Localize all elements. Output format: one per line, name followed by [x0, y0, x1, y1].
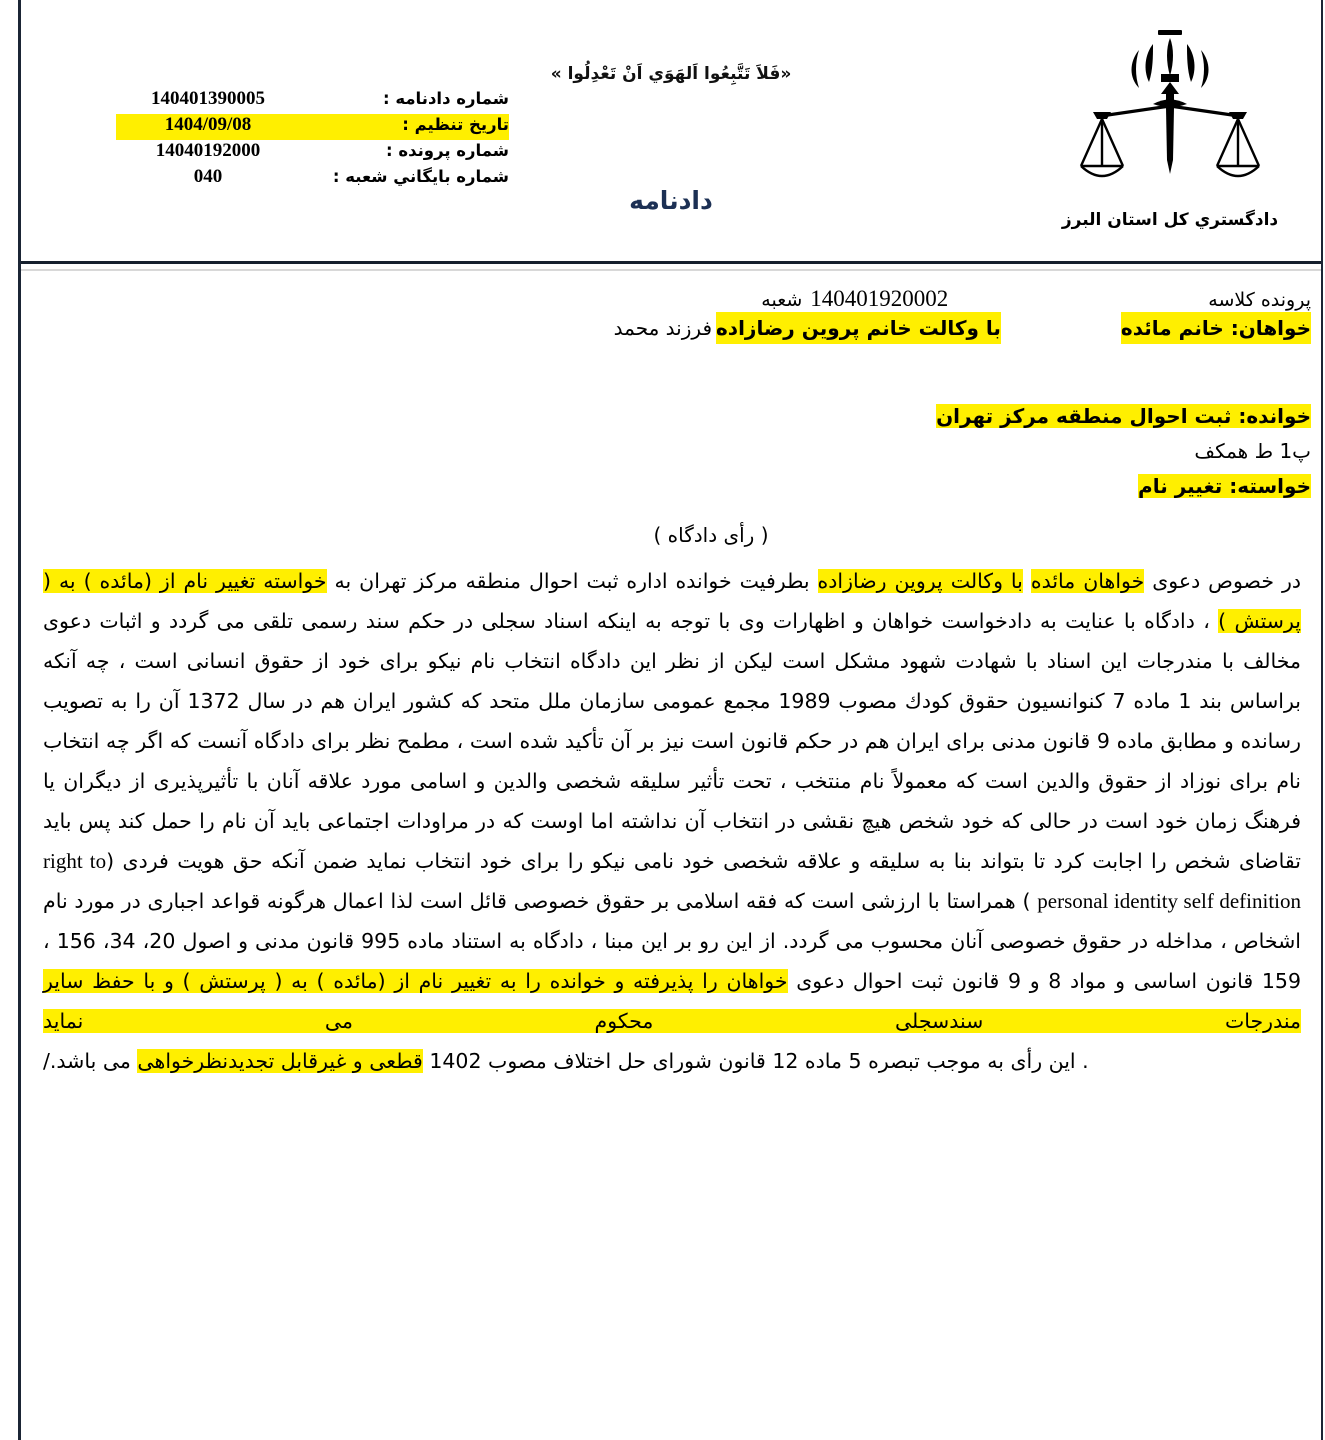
- header-meta-block: [116, 88, 509, 192]
- verdict-finality-paragraph: [27, 1041, 1315, 1081]
- defendant-text: خوانده: ثبت احوال منطقه مركز تهران: [936, 404, 1311, 428]
- meta-value-case-number: 14040192000: [155, 140, 261, 161]
- verdict-text-e: ) همراستا با ارزشی است كه فقه اسلامی بر حقوق خصوصی قائل است لذا اعمال هرگونه قواعد اجباری در مورد نام اشخاص ، مداخله در حقوق خصوصی آنان محسوب می گردد. از اين رو بر اين مبنا ، دادگاه به استناد ماده 995 قانون مدنی و اصول 20، 34، 156 ، 159 قانون اساسی و مواد 8 و 9 قانون ثبت احوال دعوی: [43, 889, 1302, 994]
- quranic-verse-text: «فَلاَ تَتَّبِعُوا اَلهَوَي اَنْ تَعْدِلُوا »: [550, 64, 792, 84]
- meta-row-date: [116, 114, 509, 140]
- plaintiff-attorney: با وكالت خانم پروين رضازاده: [716, 312, 1001, 344]
- case-branch-label: شعبه: [761, 289, 803, 311]
- verdict-text-b: [1023, 569, 1031, 593]
- verdict-english-term: right to personal identity self definition: [43, 849, 1301, 914]
- verdict-paragraph: [27, 561, 1315, 1041]
- finality-text-b: می باشد./: [43, 1049, 138, 1074]
- page-title: دادنامه: [629, 186, 713, 215]
- defendant-address-line: [27, 435, 1311, 470]
- case-file-line: [27, 280, 1315, 312]
- case-file-number: 140401920002: [810, 286, 949, 311]
- finality-text-a: . اين رأی به موجب تبصره 5 ماده 12 قانون شورای حل اختلاف مصوب 1402: [422, 1049, 1089, 1074]
- defendant-line: [27, 400, 1311, 435]
- iran-judiciary-scales-emblem-icon: [1035, 24, 1305, 214]
- judiciary-emblem-block: [1035, 24, 1305, 254]
- document-body: [27, 280, 1315, 1081]
- case-file-label: پرونده كلاسه: [1208, 289, 1311, 311]
- emblem-caption: دادگستري كل استان البرز: [1061, 210, 1279, 230]
- meta-label-case-number: شماره پرونده :: [386, 141, 509, 160]
- meta-label-date: تاريخ تنظيم :: [304, 115, 509, 134]
- finality-hl-final: قطعی و غيرقابل تجديدنظرخواهی: [137, 1049, 423, 1074]
- verdict-text-d: ، دادگاه با عنايت به دادخواست خواهان و اظهارات وی با توجه به اينكه اسناد سجلی در حكم سند رسمی تلقی می گردد و اثبات دعوی مخالف با مندرجات اين اسناد با شهادت شهود مشكل است ليكن از نظر اين دادگاه انتخاب نام نيكو برای خود از حقوق انسانی است ، چه آنكه براساس بند 1 ماده 7 كنوانسيون حقوق كودك مصوب 1989 مجمع عمومی سازمان ملل متحد كه كشور ايران هم در سال 1372 آن را به تصويب رسانده و مطابق ماده 9 قانون مدنی برای ايران هم در حكم قانون است نيز بر آن تأكيد شده است ، مطمح نظر برای دادگاه آنست كه اگر چه انتخاب نام برای نوزاد از حقوق والدين است كه معمولاً نام منتخب ، تحت تأثير سليقه شخصی والدين و اسامی مورد علاقه آنان با تأثيرپذيری از ديگران يا فرهنگ زمان خود است در حالی كه خود شخص هيچ نقشی در انتخاب آن نداشته اما اوست كه در مراودات اجتماعی بايد آن نام را حمل كند پس بايد تقاضای شخص را اجابت كرد تا بتواند بنا به سليقه و علاقه شخصی خود نامی نيكو را برای خود انتخاب نمايد ضمن آنكه حق هويت فردی (: [43, 609, 1301, 874]
- claim-line: [27, 470, 1311, 505]
- plaintiff-label-and-name: [1121, 312, 1311, 344]
- verdict-hl-ruling: خواهان را پذيرفته و خوانده را به تغيير نام از (مائده ) به ( پرستش ) و با حفظ ساير مندرجات سندسجلی محكوم می نمايد: [43, 969, 1301, 1034]
- plaintiff-label: خواهان:: [1230, 316, 1311, 340]
- verdict-hl-plaintiff: خواهان مائده: [1030, 569, 1145, 594]
- verdict-hl-attorney: با وكالت پروين رضازاده: [817, 569, 1023, 594]
- meta-value-archive-number: 040: [193, 166, 223, 187]
- plaintiff-row: [27, 312, 1315, 348]
- verdict-hl-claim: خواسته تغيير نام از (مائده ) به ( پرستش ): [43, 569, 1301, 634]
- verdict-text-c: بطرفيت خوانده اداره ثبت احوال منطقه مركز تهران به: [326, 569, 818, 594]
- plaintiff-name: خانم مائده: [1120, 316, 1224, 340]
- meta-row-verdict-number: [116, 88, 509, 114]
- verdict-heading: ( رأی دادگاه ): [653, 523, 769, 547]
- meta-value-verdict-number: 140401390005: [151, 88, 265, 109]
- defendant-block: [27, 400, 1315, 505]
- header-divider: [21, 269, 1321, 271]
- meta-label-archive-number: شماره بايگاني شعبه :: [332, 167, 509, 186]
- meta-value-date: 1404/09/08: [118, 114, 304, 136]
- plaintiff-attorney-suffix: فرزند محمد: [613, 316, 712, 340]
- document-page: [18, 0, 1323, 1440]
- verdict-text-a: در خصوص دعوی: [1144, 569, 1301, 594]
- meta-label-verdict-number: شماره دادنامه :: [382, 89, 509, 108]
- claim-text: خواسته: تغيير نام: [1138, 474, 1311, 498]
- defendant-address-text: پ1 ط همكف: [1194, 439, 1311, 463]
- meta-row-case-number: [116, 140, 509, 166]
